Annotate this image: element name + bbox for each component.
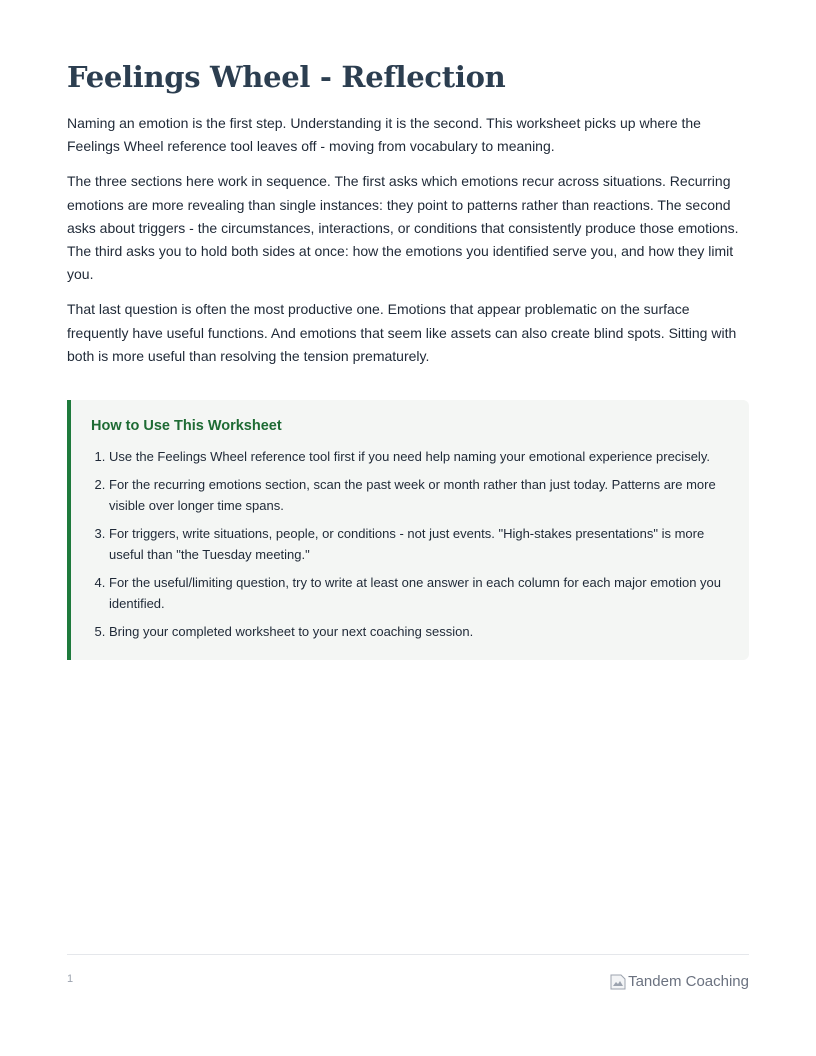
instruction-step: 5. Bring your completed worksheet to your next coaching session. — [109, 621, 729, 643]
page-footer — [67, 954, 749, 995]
brand-alt-text: Tandem Coaching — [628, 973, 749, 990]
intro-paragraph: That last question is often the most productive one. Emotions that appear problematic on the surface frequently have useful functions. And emotions that seem like assets can also create blind spots. Sitting with both is more useful than resolving the tension prematurely. — [67, 301, 737, 364]
intro-paragraph: Naming an emotion is the first step. Understanding it is the second. This worksheet picks up where the Feelings Wheel reference tool leaves off - moving from vocabulary to meaning. — [67, 115, 701, 155]
instruction-step: 4. For the useful/limiting question, try to write at least one answer in each column for each major emotion you identified. — [109, 572, 729, 615]
broken-image-icon — [610, 974, 626, 990]
callout-title: How to Use This Worksheet — [91, 418, 282, 435]
worksheet-page — [67, 56, 749, 660]
instruction-step: 2. For the recurring emotions section, scan the past week or month rather than just today. Patterns are more visible over longer time spans. — [109, 474, 729, 517]
instruction-list — [91, 446, 729, 642]
how-to-use-callout — [67, 400, 749, 660]
intro-paragraph: The three sections here work in sequence. The first asks which emotions recur across situations. Recurring emotions are more revealing than single instances: they point to patterns rather than reactions. The second asks about triggers - the circumstances, interactions, or conditions that consistently produce those emotions. The third asks you to hold both sides at once: how the emotions you identified serve you, and how they limit you. — [67, 173, 739, 283]
instruction-step: 3. For triggers, write situations, people, or conditions - not just events. "High-stakes presentations" is more useful than "the Tuesday meeting." — [109, 523, 729, 566]
page-title: Feelings Wheel - Reflection — [67, 60, 506, 94]
brand-logo — [610, 973, 749, 990]
instruction-step: 1. Use the Feelings Wheel reference tool first if you need help naming your emotional experience precisely. — [109, 446, 729, 468]
page-number: 1 — [67, 973, 74, 985]
